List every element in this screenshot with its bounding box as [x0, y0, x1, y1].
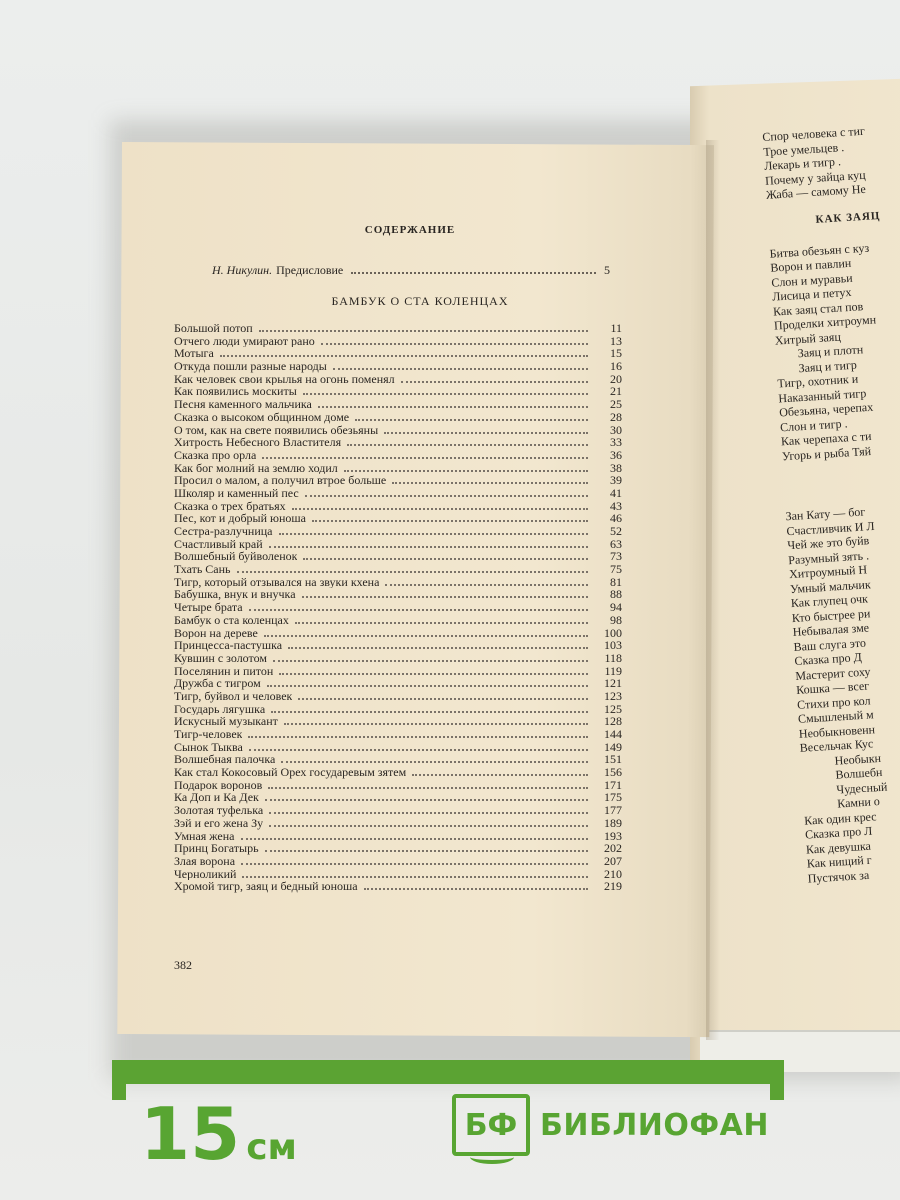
toc-entry-page: 156 — [604, 765, 622, 780]
right-toc-line: Обезьяна, черепах — [778, 399, 874, 420]
toc-entry — [174, 373, 622, 386]
toc-entry-title: Хитрость Небесного Властителя — [174, 436, 342, 449]
toc-entry — [174, 436, 622, 449]
toc-entry-page: 43 — [610, 498, 622, 513]
dot-leader — [241, 863, 588, 865]
dot-leader — [298, 698, 588, 700]
dot-leader — [344, 470, 588, 472]
toc-entry-page: 28 — [610, 409, 622, 424]
dot-leader — [355, 419, 588, 421]
toc-entry-page: 171 — [604, 777, 622, 792]
preface-author: Н. Никулин. — [212, 263, 273, 277]
toc-entry-page: 149 — [604, 739, 622, 754]
toc-entry-page: 15 — [610, 346, 622, 361]
toc-entry-title: Пес, кот и добрый юноша — [174, 512, 306, 526]
toc-entry-page: 210 — [604, 866, 622, 881]
dot-leader — [295, 622, 588, 624]
dot-leader — [305, 495, 588, 497]
toc-entry-title: О том, как на свете появились обезьяны — [174, 423, 379, 437]
toc-entry — [174, 855, 622, 868]
toc-entry-page: 100 — [604, 625, 622, 640]
toc-entry — [174, 728, 622, 741]
right-toc-line: Необыкновенн — [798, 721, 876, 741]
right-toc-line: Зан Кату — бог — [785, 504, 866, 524]
right-toc-line: Как заяц стал пов — [772, 298, 864, 319]
toc-entry-page: 151 — [604, 752, 622, 767]
right-toc-line: Ваш слуга это — [793, 635, 867, 654]
dot-leader — [273, 660, 588, 662]
toc-entry-page: 75 — [610, 562, 622, 577]
dot-leader — [267, 685, 588, 687]
toc-entry — [174, 665, 622, 678]
toc-entry — [174, 487, 622, 500]
right-toc-line: Как один крес — [803, 808, 877, 828]
toc-entry-title: Принцесса-пастушка — [174, 639, 283, 652]
right-toc-line: Кто быстрее ри — [791, 605, 871, 625]
toc-entry — [174, 791, 622, 804]
right-toc-line: Хитрый заяц — [774, 329, 842, 348]
right-toc-line: Стихи про кол — [796, 692, 871, 712]
dot-leader — [269, 546, 588, 548]
toc-entry-title: Как появились москиты — [174, 385, 297, 399]
toc-entry — [174, 753, 622, 766]
dot-leader — [269, 812, 588, 814]
toc-entry-title: Тигр, буйвол и человек — [174, 689, 293, 703]
right-toc-line: Как нищий г — [806, 852, 873, 871]
toc-entry-title: Как стал Кокосовый Орех государевым зятем — [174, 766, 407, 779]
toc-entry — [174, 563, 622, 576]
toc-entry — [174, 449, 622, 462]
right-toc-line: Кошка — всег — [795, 678, 870, 697]
right-toc-line: Лекарь и тигр . — [763, 154, 842, 173]
toc-entry-title: Государь лягушка — [174, 702, 266, 716]
right-toc-line: Смышленый м — [797, 707, 875, 726]
toc-entry-page: 125 — [604, 701, 622, 716]
dot-leader — [318, 406, 588, 408]
toc-entry-title: Подарок воронов — [174, 778, 263, 792]
toc-entry-title: Умная жена — [174, 829, 235, 843]
right-toc-line: Хитроумный Н — [788, 562, 868, 582]
toc-entry — [174, 550, 622, 563]
toc-title: СОДЕРЖАНИЕ — [364, 224, 456, 236]
toc-entry-page: 88 — [610, 587, 622, 602]
dot-leader — [321, 343, 588, 345]
toc-entry-title: Ворон на дереве — [174, 626, 258, 640]
toc-entry — [174, 601, 622, 614]
toc-entry — [174, 703, 622, 716]
toc-entry-title: Черноликий — [174, 867, 237, 881]
right-toc-line: Жаба — самому Не — [765, 181, 867, 202]
dot-leader — [347, 444, 588, 446]
toc-entry-title: Волшебная палочка — [174, 753, 276, 767]
toc-entry — [174, 868, 622, 881]
toc-entry — [174, 411, 622, 424]
toc-entry — [174, 525, 622, 538]
toc-entry-page: 144 — [604, 727, 622, 741]
dot-leader — [268, 787, 588, 789]
right-toc-line: Лисица и петух — [771, 284, 852, 304]
preface-page: 5 — [604, 263, 610, 277]
dot-leader — [220, 355, 588, 357]
toc-entry-page: 16 — [610, 359, 622, 374]
toc-list — [174, 322, 622, 893]
toc-entry-page: 207 — [604, 853, 622, 868]
toc-entry — [174, 741, 622, 754]
toc-entry-title: Поселянин и питон — [174, 664, 274, 678]
right-toc-line: Спор человека с тиг — [762, 123, 866, 144]
toc-entry-page: 73 — [610, 549, 622, 564]
toc-entry-title: Злая ворона — [174, 854, 236, 868]
toc-entry-page: 123 — [604, 688, 622, 703]
dot-leader — [281, 761, 588, 763]
toc-entry-title: Песня каменного мальчика — [174, 398, 312, 411]
dot-leader — [392, 482, 588, 484]
dot-leader — [237, 571, 588, 573]
toc-entry-page: 30 — [610, 422, 622, 437]
toc-entry — [174, 830, 622, 843]
toc-entry-title: Просил о малом, а получил втрое больше — [174, 474, 387, 487]
toc-entry-title: Сынок Тыква — [174, 740, 243, 754]
right-toc-line: Необыкн — [834, 750, 882, 768]
dot-leader — [259, 330, 588, 332]
dot-leader — [288, 647, 588, 649]
toc-entry — [174, 576, 622, 589]
toc-entry-title: Школяр и каменный пес — [174, 486, 299, 500]
toc-entry — [174, 880, 622, 893]
right-toc-line: Трое умельцев . — [762, 139, 845, 159]
page-number: 382 — [174, 958, 192, 972]
dot-leader — [312, 520, 588, 522]
right-toc-line: Ворон и павлин — [769, 255, 852, 275]
toc-entry — [174, 462, 622, 475]
toc-entry — [174, 614, 622, 627]
right-toc-line: Угорь и рыба Тяй — [781, 443, 872, 463]
right-toc-line: Слон и муравьи — [770, 270, 853, 290]
toc-entry-title: Мотыга — [174, 347, 214, 361]
toc-entry-title: Зэй и его жена Зу — [174, 816, 264, 830]
ruler-label — [140, 1092, 297, 1176]
preface-title: Предисловие — [276, 263, 344, 277]
ruler-unit: см — [246, 1127, 297, 1168]
section-title: БАМБУК О СТА КОЛЕНЦАХ — [331, 294, 509, 308]
brand-logo-icon — [452, 1094, 530, 1156]
right-toc-line: Проделки хитроумн — [773, 312, 877, 333]
right-toc-line: Тигр, охотник и — [777, 371, 859, 391]
right-toc-line: Как черепаха с ти — [780, 428, 872, 449]
toc-entry-page: 41 — [610, 485, 622, 500]
right-toc-line: Камни о — [836, 794, 881, 811]
right-toc-line: Счастливчик И Л — [786, 518, 875, 538]
dot-leader — [303, 393, 588, 395]
toc-entry-page: 38 — [610, 460, 622, 475]
right-toc-line: Разумный зять . — [787, 547, 870, 567]
toc-entry-title: Как бог молний на землю ходил — [174, 461, 338, 475]
toc-entry-page: 63 — [610, 536, 622, 551]
toc-entry-page: 25 — [610, 397, 622, 412]
dot-leader — [279, 673, 588, 675]
dot-leader — [302, 596, 588, 598]
toc-entry — [174, 779, 622, 792]
brand-logo-text: БФ — [464, 1107, 518, 1143]
toc-entry-title: Бамбук о ста коленцах — [174, 613, 289, 627]
right-toc-line: Сказка про Л — [804, 823, 873, 842]
toc-entry-title: Ка Доп и Ка Дек — [174, 791, 259, 805]
toc-entry — [174, 385, 622, 398]
toc-entry-title: Дружба с тигром — [174, 677, 261, 690]
toc-entry-page: 81 — [610, 574, 622, 589]
dot-leader — [249, 609, 588, 611]
toc-entry-page: 219 — [604, 879, 622, 894]
toc-entry-title: Сказка о трех братьях — [174, 499, 286, 513]
toc-entry-page: 20 — [610, 371, 622, 386]
book-icon — [470, 1150, 514, 1164]
toc-entry — [174, 804, 622, 817]
toc-entry — [174, 474, 622, 487]
right-toc-line: Заяц и тигр — [798, 357, 858, 375]
toc-entry-title: Четыре брата — [174, 601, 243, 614]
toc-entry-title: Тхать Сань — [174, 563, 231, 576]
brand-watermark — [452, 1094, 769, 1156]
toc-entry-page: 177 — [604, 803, 622, 818]
dot-leader — [384, 432, 588, 434]
toc-entry — [174, 322, 622, 335]
toc-entry — [174, 652, 622, 665]
dot-leader — [401, 381, 588, 383]
spacer — [782, 455, 900, 509]
toc-entry — [174, 424, 622, 437]
right-toc-line: Как девушка — [805, 838, 872, 857]
ruler-tick-right — [770, 1060, 784, 1100]
toc-entry-page: 13 — [610, 333, 622, 348]
book-spine — [706, 140, 720, 1040]
right-toc-line: Пустячок за — [807, 867, 870, 886]
dot-leader — [265, 850, 588, 852]
toc-entry-title: Принц Богатырь — [174, 842, 259, 855]
toc-entry-page: 175 — [604, 790, 622, 805]
toc-entry — [174, 715, 622, 728]
dot-leader — [412, 774, 588, 776]
toc-entry-title: Хромой тигр, заяц и бедный юноша — [174, 880, 358, 893]
toc-entry-page: 119 — [604, 663, 622, 678]
toc-entry — [174, 766, 622, 779]
toc-entry-title: Золотая туфелька — [174, 804, 264, 817]
toc-entry-page: 128 — [604, 714, 622, 729]
right-toc-line: Сказка про Д — [794, 649, 863, 668]
ruler-tick-left — [112, 1060, 126, 1100]
toc-entry — [174, 500, 622, 513]
toc-entry-title: Как человек свои крылья на огонь поменял — [174, 372, 395, 386]
ruler-number: 15 — [140, 1092, 241, 1176]
toc-entry-page: 98 — [610, 612, 622, 627]
dot-leader — [279, 533, 589, 535]
toc-entry — [174, 690, 622, 703]
dot-leader — [385, 584, 588, 586]
right-toc-line: Мастерит соху — [794, 663, 871, 683]
toc-entry — [174, 817, 622, 830]
toc-entry-title: Кувшин с золотом — [174, 651, 267, 665]
toc-entry-title: Отчего люди умирают рано — [174, 334, 315, 348]
preface-entry — [212, 263, 610, 278]
dot-leader — [364, 888, 588, 890]
toc-entry-page: 33 — [610, 435, 622, 450]
toc-entry-page: 121 — [604, 676, 622, 691]
right-toc-line: Наказанный тигр — [777, 385, 867, 405]
right-toc-line: Как глупец очк — [790, 591, 869, 611]
dot-leader — [333, 368, 588, 370]
right-toc-line: Слон и тигр . — [779, 415, 848, 434]
toc-entry-title: Сказка о высоком общинном доме — [174, 410, 350, 424]
right-toc-line: Чудесный — [835, 779, 888, 797]
toc-entry-title: Сестра-разлучница — [174, 525, 273, 538]
right-toc-line: Чей же это буйв — [786, 533, 870, 553]
toc-entry — [174, 538, 622, 551]
toc-entry — [174, 588, 622, 601]
toc-entry — [174, 639, 622, 652]
toc-entry-page: 39 — [610, 473, 622, 488]
brand-name: БИБЛИОФАН — [540, 1107, 769, 1143]
right-section-heading: КАК ЗАЯЦ — [815, 209, 881, 226]
right-toc-line: Небывалая зме — [792, 620, 870, 640]
dot-leader — [292, 508, 588, 510]
dot-leader — [271, 711, 588, 713]
toc-entry — [174, 512, 622, 525]
toc-entry-page: 189 — [604, 815, 622, 830]
toc-entry-page: 52 — [610, 524, 622, 538]
toc-entry-title: Большой потоп — [174, 322, 253, 335]
right-toc-line: Весельчак Кус — [799, 736, 874, 755]
toc-entry-title: Счастливый край — [174, 537, 263, 551]
toc-entry — [174, 842, 622, 855]
dot-leader — [265, 799, 588, 801]
toc-entry — [174, 627, 622, 640]
toc-entry-page: 202 — [604, 841, 622, 856]
toc-entry-page: 118 — [604, 650, 622, 665]
toc-entry — [174, 347, 622, 360]
right-toc-line: Волшебн — [835, 764, 883, 782]
toc-entry-title: Тигр, который отзывался на звуки кхена — [174, 575, 380, 589]
dot-leader — [351, 272, 596, 274]
dot-leader — [303, 558, 588, 560]
toc-entry-page: 94 — [610, 600, 622, 615]
dot-leader — [249, 749, 588, 751]
toc-entry-page: 103 — [604, 638, 622, 653]
toc-entry-title: Тигр-человек — [174, 728, 243, 741]
toc-entry-title: Волшебный буйволенок — [174, 550, 298, 564]
toc-entry-page: 11 — [610, 321, 622, 335]
toc-entry-title: Откуда пошли разные народы — [174, 360, 327, 373]
toc-entry — [174, 360, 622, 373]
toc-entry-page: 36 — [610, 447, 622, 462]
toc-entry — [174, 398, 622, 411]
right-toc-line: Битва обезьян с куз — [769, 240, 870, 261]
dot-leader — [248, 736, 588, 738]
right-toc-line: Умный мальчик — [789, 576, 872, 596]
right-toc-line: Заяц и плотн — [797, 342, 864, 361]
toc-entry — [174, 677, 622, 690]
toc-entry-title: Искусный музыкант — [174, 715, 278, 729]
toc-entry-title: Сказка про орла — [174, 448, 257, 462]
dot-leader — [241, 838, 588, 840]
ruler-bar — [112, 1060, 784, 1084]
dot-leader — [242, 876, 588, 878]
dot-leader — [269, 825, 588, 827]
toc-entry-page: 46 — [610, 511, 622, 526]
right-toc-line: Почему у зайца куц — [764, 167, 866, 188]
toc-entry — [174, 335, 622, 348]
toc-entry-title: Бабушка, внук и внучка — [174, 588, 296, 602]
toc-entry-page: 21 — [610, 384, 622, 399]
toc-entry-page: 193 — [604, 828, 622, 843]
dot-leader — [284, 723, 588, 725]
dot-leader — [262, 457, 588, 459]
dot-leader — [264, 635, 588, 637]
